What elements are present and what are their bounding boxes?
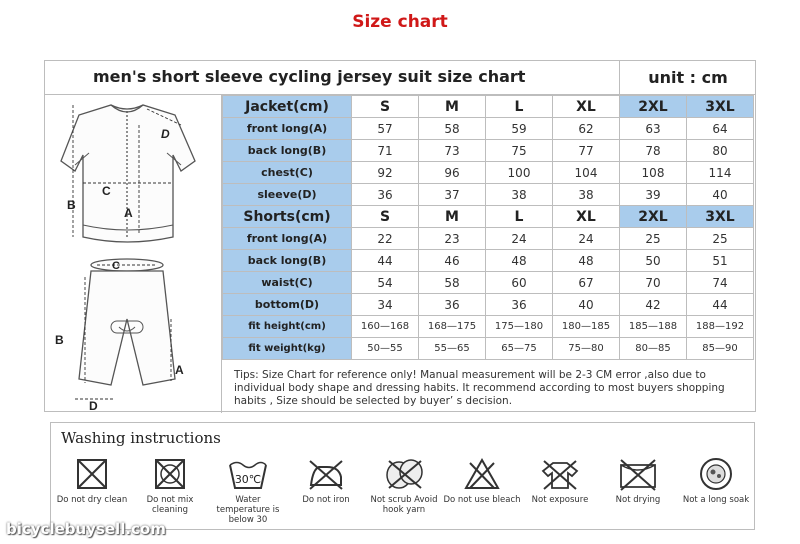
fit-row bbox=[223, 338, 754, 360]
washing-title: Washing instructions bbox=[61, 429, 221, 447]
table-row bbox=[223, 228, 754, 250]
garment-figures bbox=[45, 95, 222, 413]
wash-label: Not drying bbox=[615, 495, 661, 505]
table-cell: 75 bbox=[486, 140, 553, 162]
table-cell: 57 bbox=[352, 118, 419, 140]
table-cell: 71 bbox=[352, 140, 419, 162]
not-exposure-icon bbox=[539, 457, 581, 491]
table-cell: 25 bbox=[687, 228, 754, 250]
table-cell: 50 bbox=[620, 250, 687, 272]
shorts-header-row bbox=[223, 206, 754, 228]
table-cell: 51 bbox=[687, 250, 754, 272]
size-header-cell: 2XL bbox=[620, 206, 687, 228]
garment-diagram bbox=[45, 95, 221, 413]
table-cell: 36 bbox=[352, 184, 419, 206]
table-cell: 70 bbox=[620, 272, 687, 294]
do-not-bleach-icon bbox=[463, 457, 501, 491]
jersey-header-row bbox=[223, 96, 754, 118]
wash-item bbox=[521, 457, 599, 505]
size-header-cell: M bbox=[419, 96, 486, 118]
row-label: fit height(cm) bbox=[223, 316, 352, 338]
table-cell: 100 bbox=[486, 162, 553, 184]
wash-temp-text: 30℃ bbox=[234, 473, 262, 486]
chart-title: men's short sleeve cycling jersey suit size chart bbox=[93, 67, 526, 86]
size-header-cell: L bbox=[486, 206, 553, 228]
table-cell: 168—175 bbox=[419, 316, 486, 338]
table-cell: 46 bbox=[419, 250, 486, 272]
row-label: chest(C) bbox=[223, 162, 352, 184]
size-header-cell: S bbox=[352, 96, 419, 118]
wash-label: Not exposure bbox=[531, 495, 589, 505]
wash-item bbox=[677, 457, 755, 505]
table-cell: 185—188 bbox=[620, 316, 687, 338]
row-label: bottom(D) bbox=[223, 294, 352, 316]
do-not-dry-clean-icon bbox=[75, 457, 109, 491]
table-cell: 44 bbox=[687, 294, 754, 316]
row-label: fit weight(kg) bbox=[223, 338, 352, 360]
watermark: bicyclebuysell.com bbox=[6, 520, 166, 538]
table-cell: 44 bbox=[352, 250, 419, 272]
table-row bbox=[223, 250, 754, 272]
table-cell: 58 bbox=[419, 272, 486, 294]
table-cell: 24 bbox=[553, 228, 620, 250]
table-row bbox=[223, 140, 754, 162]
wash-item bbox=[131, 457, 209, 515]
table-cell: 40 bbox=[553, 294, 620, 316]
wash-item bbox=[209, 457, 287, 525]
table-cell: 104 bbox=[553, 162, 620, 184]
wash-30-icon bbox=[227, 457, 269, 491]
wash-label: Do not iron bbox=[302, 495, 350, 505]
wash-label: Not a long soak bbox=[682, 495, 750, 505]
jersey-label-c: C bbox=[102, 184, 111, 198]
table-cell: 73 bbox=[419, 140, 486, 162]
table-cell: 74 bbox=[687, 272, 754, 294]
table-cell: 50—55 bbox=[352, 338, 419, 360]
table-cell: 48 bbox=[553, 250, 620, 272]
table-cell: 180—185 bbox=[553, 316, 620, 338]
do-not-mix-cleaning-icon bbox=[153, 457, 187, 491]
table-cell: 38 bbox=[486, 184, 553, 206]
size-tips: Tips: Size Chart for reference only! Manual measurement will be 2-3 CM error ,also due to individual body shape and dressing habits. It recommend according to most buyers shopping habits , Size should be selected by buyer’ s decision. bbox=[234, 369, 725, 407]
not-long-soak-icon bbox=[698, 457, 734, 491]
table-row bbox=[223, 118, 754, 140]
wash-item bbox=[53, 457, 131, 505]
row-label: back long(B) bbox=[223, 250, 352, 272]
row-label: back long(B) bbox=[223, 140, 352, 162]
table-header-cell: Shorts(cm) bbox=[223, 206, 352, 228]
table-cell: 64 bbox=[687, 118, 754, 140]
table-cell: 37 bbox=[419, 184, 486, 206]
not-drying-icon bbox=[617, 457, 659, 491]
wash-label: Not scrub Avoid hook yarn bbox=[370, 495, 438, 515]
table-cell: 36 bbox=[486, 294, 553, 316]
table-cell: 54 bbox=[352, 272, 419, 294]
table-cell: 96 bbox=[419, 162, 486, 184]
table-cell: 62 bbox=[553, 118, 620, 140]
washing-instructions bbox=[50, 422, 755, 530]
shorts-label-d: D bbox=[89, 399, 98, 413]
table-cell: 78 bbox=[620, 140, 687, 162]
table-cell: 58 bbox=[419, 118, 486, 140]
size-header-cell: XL bbox=[553, 96, 620, 118]
wash-item bbox=[443, 457, 521, 505]
table-cell: 60 bbox=[486, 272, 553, 294]
table-cell: 48 bbox=[486, 250, 553, 272]
size-header-cell: XL bbox=[553, 206, 620, 228]
shorts-figure bbox=[79, 259, 175, 385]
chart-header bbox=[45, 61, 755, 95]
wash-label: Water temperature is below 30 bbox=[216, 495, 280, 525]
jersey-label-a: A bbox=[124, 206, 133, 220]
jersey-label-d: D bbox=[161, 127, 170, 141]
wash-item bbox=[599, 457, 677, 505]
table-row bbox=[223, 272, 754, 294]
wash-label: Do not dry clean bbox=[56, 495, 128, 505]
table-cell: 75—80 bbox=[553, 338, 620, 360]
row-label: front long(A) bbox=[223, 118, 352, 140]
size-header-cell: L bbox=[486, 96, 553, 118]
table-cell: 114 bbox=[687, 162, 754, 184]
shorts-label-a: A bbox=[175, 363, 184, 377]
table-cell: 59 bbox=[486, 118, 553, 140]
table-row bbox=[223, 162, 754, 184]
table-cell: 80—85 bbox=[620, 338, 687, 360]
table-row bbox=[223, 294, 754, 316]
table-cell: 65—75 bbox=[486, 338, 553, 360]
shorts-label-c: C bbox=[112, 260, 120, 272]
wash-label: Do not mix cleaning bbox=[146, 495, 194, 515]
shorts-label-b: B bbox=[55, 333, 64, 347]
not-scrub-icon bbox=[383, 457, 425, 491]
table-cell: 34 bbox=[352, 294, 419, 316]
row-label: front long(A) bbox=[223, 228, 352, 250]
size-table bbox=[222, 95, 754, 360]
table-cell: 39 bbox=[620, 184, 687, 206]
jersey-label-b: B bbox=[67, 198, 76, 212]
size-header-cell: 2XL bbox=[620, 96, 687, 118]
table-cell: 40 bbox=[687, 184, 754, 206]
table-cell: 55—65 bbox=[419, 338, 486, 360]
table-cell: 108 bbox=[620, 162, 687, 184]
table-cell: 67 bbox=[553, 272, 620, 294]
page-title: Size chart bbox=[352, 12, 448, 32]
table-header-cell: Jacket(cm) bbox=[223, 96, 352, 118]
table-cell: 80 bbox=[687, 140, 754, 162]
wash-label: Do not use bleach bbox=[443, 495, 521, 505]
table-cell: 85—90 bbox=[687, 338, 754, 360]
table-cell: 160—168 bbox=[352, 316, 419, 338]
table-cell: 22 bbox=[352, 228, 419, 250]
table-cell: 36 bbox=[419, 294, 486, 316]
fit-row bbox=[223, 316, 754, 338]
size-chart bbox=[44, 60, 756, 412]
table-cell: 23 bbox=[419, 228, 486, 250]
table-cell: 24 bbox=[486, 228, 553, 250]
table-cell: 42 bbox=[620, 294, 687, 316]
do-not-iron-icon bbox=[305, 457, 347, 491]
table-cell: 188—192 bbox=[687, 316, 754, 338]
size-header-cell: 3XL bbox=[687, 96, 754, 118]
wash-item bbox=[287, 457, 365, 505]
table-cell: 77 bbox=[553, 140, 620, 162]
table-row bbox=[223, 184, 754, 206]
table-cell: 63 bbox=[620, 118, 687, 140]
wash-item bbox=[365, 457, 443, 515]
table-cell: 92 bbox=[352, 162, 419, 184]
table-cell: 25 bbox=[620, 228, 687, 250]
size-header-cell: 3XL bbox=[687, 206, 754, 228]
size-header-cell: S bbox=[352, 206, 419, 228]
row-label: waist(C) bbox=[223, 272, 352, 294]
size-header-cell: M bbox=[419, 206, 486, 228]
unit-label: unit : cm bbox=[619, 61, 756, 94]
jersey-figure bbox=[61, 105, 195, 242]
table-cell: 175—180 bbox=[486, 316, 553, 338]
table-cell: 38 bbox=[553, 184, 620, 206]
row-label: sleeve(D) bbox=[223, 184, 352, 206]
